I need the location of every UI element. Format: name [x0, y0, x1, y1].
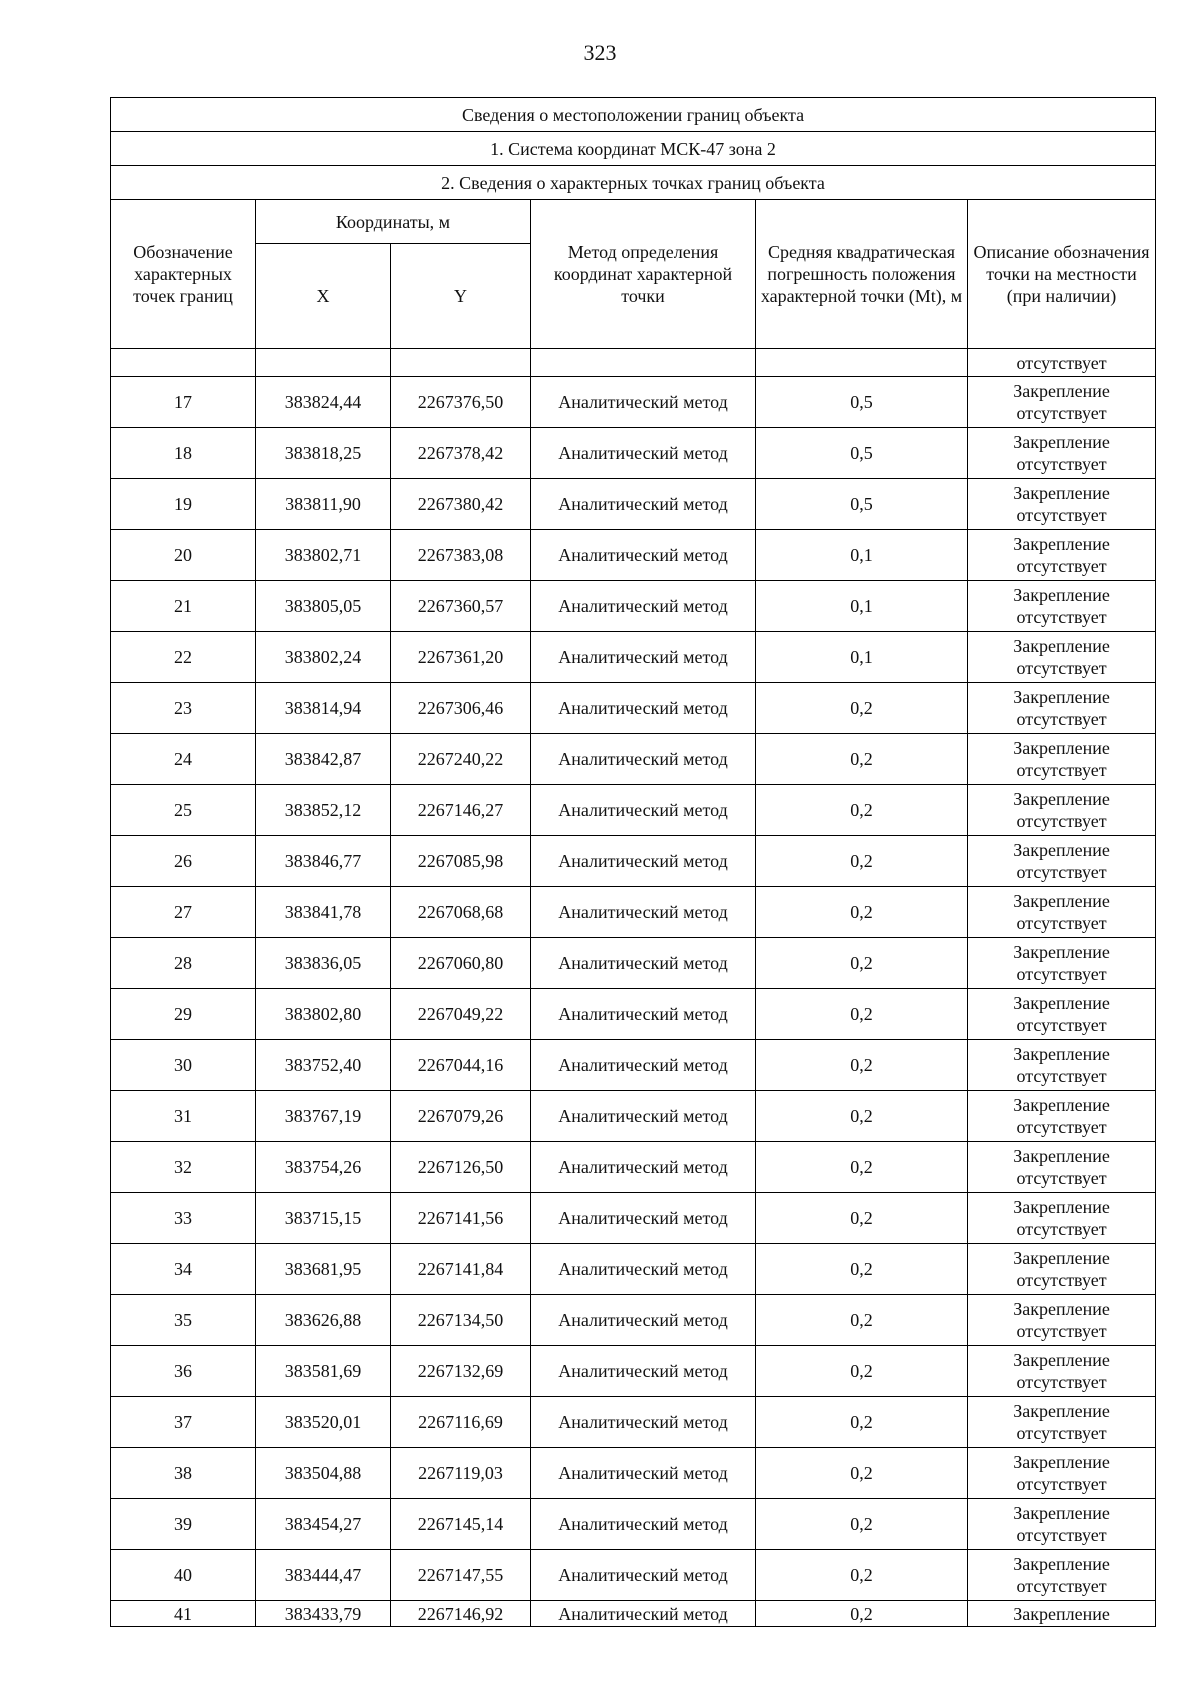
point-number: 17	[111, 377, 256, 428]
mean-error: 0,1	[756, 581, 968, 632]
description-line-1: Закрепление	[1013, 432, 1110, 452]
description-line-2: отсутствует	[1016, 1168, 1107, 1188]
coord-x: 383824,44	[256, 377, 391, 428]
point-number: 40	[111, 1550, 256, 1601]
method: Аналитический метод	[531, 1091, 756, 1142]
table-row	[111, 1499, 1156, 1550]
point-number: 23	[111, 683, 256, 734]
coord-y: 2267146,27	[391, 785, 531, 836]
point-number: 25	[111, 785, 256, 836]
method: Аналитический метод	[531, 1550, 756, 1601]
description-line-1: Закрепление	[1013, 1350, 1110, 1370]
description-line-2: отсутствует	[1016, 1117, 1107, 1137]
description-line-2: отсутствует	[1016, 607, 1107, 627]
method: Аналитический метод	[531, 836, 756, 887]
method: Аналитический метод	[531, 1397, 756, 1448]
method: Аналитический метод	[531, 428, 756, 479]
mean-error: 0,2	[756, 836, 968, 887]
mean-error: 0,2	[756, 1142, 968, 1193]
coord-y: 2267049,22	[391, 989, 531, 1040]
mean-error: 0,2	[756, 1448, 968, 1499]
description-line-2: отсутствует	[1016, 964, 1107, 984]
coord-y: 2267126,50	[391, 1142, 531, 1193]
point-number: 22	[111, 632, 256, 683]
description	[968, 530, 1156, 581]
mean-error: 0,2	[756, 1601, 968, 1627]
description	[968, 1397, 1156, 1448]
method: Аналитический метод	[531, 683, 756, 734]
description-line-2: отсутствует	[1016, 709, 1107, 729]
coord-x: 383802,80	[256, 989, 391, 1040]
description-line-2: отсутствует	[1016, 760, 1107, 780]
header-error: Средняя квадратическая погрешность положения характерной точки (Mt), м	[756, 200, 968, 349]
description-line-2: отсутствует	[1016, 1576, 1107, 1596]
description	[968, 1193, 1156, 1244]
table-row	[111, 1142, 1156, 1193]
coord-x: 383814,94	[256, 683, 391, 734]
mean-error: 0,2	[756, 1091, 968, 1142]
method: Аналитический метод	[531, 1142, 756, 1193]
method: Аналитический метод	[531, 377, 756, 428]
description-line-1: Закрепление	[1013, 1146, 1110, 1166]
coord-x: 383626,88	[256, 1295, 391, 1346]
continuation-row	[111, 349, 1156, 377]
mean-error: 0,5	[756, 377, 968, 428]
description-line-2: отсутствует	[1016, 1525, 1107, 1545]
coord-y: 2267380,42	[391, 479, 531, 530]
description-line-1: Закрепление	[1013, 534, 1110, 554]
coord-y: 2267044,16	[391, 1040, 531, 1091]
description: Закрепление	[968, 1601, 1156, 1627]
description-line-1: Закрепление	[1013, 1095, 1110, 1115]
mean-error: 0,2	[756, 1550, 968, 1601]
table-row	[111, 836, 1156, 887]
header-point: Обозначение характерных точек границ	[111, 200, 256, 349]
description-line-2: отсутствует	[1016, 1372, 1107, 1392]
method: Аналитический метод	[531, 989, 756, 1040]
method: Аналитический метод	[531, 1244, 756, 1295]
point-number: 26	[111, 836, 256, 887]
table-row	[111, 1397, 1156, 1448]
table-row	[111, 1244, 1156, 1295]
point-number: 31	[111, 1091, 256, 1142]
coord-x: 383681,95	[256, 1244, 391, 1295]
mean-error: 0,2	[756, 683, 968, 734]
description-line-2: отсутствует	[1016, 1270, 1107, 1290]
table-row	[111, 1295, 1156, 1346]
coord-y: 2267141,56	[391, 1193, 531, 1244]
description	[968, 479, 1156, 530]
table-row	[111, 1346, 1156, 1397]
mean-error: 0,2	[756, 1397, 968, 1448]
coord-y: 2267306,46	[391, 683, 531, 734]
description-line-2: отсутствует	[1016, 454, 1107, 474]
point-number: 28	[111, 938, 256, 989]
coord-x: 383504,88	[256, 1448, 391, 1499]
description-line-1: Закрепление	[1013, 1299, 1110, 1319]
description-line-2: отсутствует	[1016, 1015, 1107, 1035]
coord-x: 383852,12	[256, 785, 391, 836]
mean-error: 0,5	[756, 479, 968, 530]
description-line-2: отсутствует	[1016, 1321, 1107, 1341]
table-row	[111, 938, 1156, 989]
method: Аналитический метод	[531, 1040, 756, 1091]
table-title: Сведения о местоположении границ объекта	[111, 98, 1156, 132]
coord-x: 383811,90	[256, 479, 391, 530]
coord-y: 2267378,42	[391, 428, 531, 479]
description-line-1: Закрепление	[1013, 1503, 1110, 1523]
description	[968, 1346, 1156, 1397]
description-line-1: Закрепление	[1013, 1554, 1110, 1574]
description	[968, 1091, 1156, 1142]
coord-x: 383715,15	[256, 1193, 391, 1244]
description-line-1: Закрепление	[1013, 738, 1110, 758]
table-row	[111, 1193, 1156, 1244]
description	[968, 1040, 1156, 1091]
coord-x: 383754,26	[256, 1142, 391, 1193]
description-line-2: отсутствует	[1016, 1219, 1107, 1239]
description-line-2: отсутствует	[1016, 403, 1107, 423]
description	[968, 887, 1156, 938]
method: Аналитический метод	[531, 785, 756, 836]
coord-y: 2267132,69	[391, 1346, 531, 1397]
description	[968, 938, 1156, 989]
coord-y: 2267360,57	[391, 581, 531, 632]
coord-x: 383836,05	[256, 938, 391, 989]
coord-x: 383581,69	[256, 1346, 391, 1397]
coord-x: 383841,78	[256, 887, 391, 938]
description	[968, 734, 1156, 785]
coord-x: 383752,40	[256, 1040, 391, 1091]
description-line-1: Закрепление	[1013, 381, 1110, 401]
coord-y: 2267383,08	[391, 530, 531, 581]
coord-x: 383433,79	[256, 1601, 391, 1627]
description-line-2: отсутствует	[1016, 556, 1107, 576]
description	[968, 1244, 1156, 1295]
table-row	[111, 479, 1156, 530]
table-row	[111, 428, 1156, 479]
mean-error: 0,2	[756, 1244, 968, 1295]
table-row	[111, 1091, 1156, 1142]
header-coordinates: Координаты, м	[256, 200, 531, 244]
coordinates-table	[110, 97, 1156, 1627]
point-number: 32	[111, 1142, 256, 1193]
method: Аналитический метод	[531, 938, 756, 989]
table-row	[111, 1448, 1156, 1499]
mean-error: 0,2	[756, 1295, 968, 1346]
description-line-1: Закрепление	[1013, 687, 1110, 707]
mean-error: 0,2	[756, 785, 968, 836]
coord-y: 2267240,22	[391, 734, 531, 785]
point-number: 27	[111, 887, 256, 938]
coord-x: 383842,87	[256, 734, 391, 785]
table-row	[111, 887, 1156, 938]
mean-error: 0,2	[756, 734, 968, 785]
description	[968, 989, 1156, 1040]
coord-x: 383767,19	[256, 1091, 391, 1142]
description-line-1: Закрепление	[1013, 1452, 1110, 1472]
description	[968, 785, 1156, 836]
method: Аналитический метод	[531, 530, 756, 581]
table-row	[111, 1601, 1156, 1627]
description-line-1: Закрепление	[1013, 993, 1110, 1013]
description-line-1: Закрепление	[1013, 585, 1110, 605]
coord-y: 2267134,50	[391, 1295, 531, 1346]
mean-error: 0,1	[756, 632, 968, 683]
coordinate-system-title: 1. Система координат МСК-47 зона 2	[111, 132, 1156, 166]
description-line-1: Закрепление	[1013, 1248, 1110, 1268]
table-row	[111, 1550, 1156, 1601]
coord-y: 2267085,98	[391, 836, 531, 887]
mean-error: 0,2	[756, 938, 968, 989]
point-number: 38	[111, 1448, 256, 1499]
coord-x: 383846,77	[256, 836, 391, 887]
mean-error: 0,2	[756, 1499, 968, 1550]
description	[968, 632, 1156, 683]
description-line-1: Закрепление	[1013, 840, 1110, 860]
description	[968, 377, 1156, 428]
mean-error: 0,2	[756, 1346, 968, 1397]
method: Аналитический метод	[531, 734, 756, 785]
page-number: 323	[583, 40, 617, 65]
point-number: 36	[111, 1346, 256, 1397]
coord-x: 383818,25	[256, 428, 391, 479]
mean-error: 0,5	[756, 428, 968, 479]
method: Аналитический метод	[531, 581, 756, 632]
coord-y: 2267119,03	[391, 1448, 531, 1499]
description	[968, 836, 1156, 887]
description-line-1: Закрепление	[1013, 483, 1110, 503]
method: Аналитический метод	[531, 632, 756, 683]
header-x: X	[256, 244, 391, 349]
description	[968, 683, 1156, 734]
coord-y: 2267147,55	[391, 1550, 531, 1601]
method: Аналитический метод	[531, 887, 756, 938]
mean-error: 0,2	[756, 887, 968, 938]
description-line-1: Закрепление	[1013, 942, 1110, 962]
point-number: 19	[111, 479, 256, 530]
method: Аналитический метод	[531, 1346, 756, 1397]
description	[968, 1142, 1156, 1193]
coord-y: 2267116,69	[391, 1397, 531, 1448]
header-y: Y	[391, 244, 531, 349]
coord-x: 383802,24	[256, 632, 391, 683]
table-row	[111, 581, 1156, 632]
description-line-1: Закрепление	[1013, 891, 1110, 911]
method: Аналитический метод	[531, 1193, 756, 1244]
point-number: 30	[111, 1040, 256, 1091]
description-line-2: отсутствует	[1016, 811, 1107, 831]
method: Аналитический метод	[531, 479, 756, 530]
mean-error: 0,2	[756, 989, 968, 1040]
description	[968, 1295, 1156, 1346]
description	[968, 1499, 1156, 1550]
point-number: 21	[111, 581, 256, 632]
coord-y: 2267141,84	[391, 1244, 531, 1295]
coord-x: 383454,27	[256, 1499, 391, 1550]
method: Аналитический метод	[531, 1499, 756, 1550]
description-line-1: Закрепление	[1013, 636, 1110, 656]
coord-x: 383520,01	[256, 1397, 391, 1448]
description	[968, 581, 1156, 632]
mean-error: 0,2	[756, 1193, 968, 1244]
point-number: 29	[111, 989, 256, 1040]
header-description: Описание обозначения точки на местности (при наличии)	[968, 200, 1156, 349]
coord-y: 2267361,20	[391, 632, 531, 683]
method: Аналитический метод	[531, 1448, 756, 1499]
method: Аналитический метод	[531, 1601, 756, 1627]
description-line-2: отсутствует	[1016, 862, 1107, 882]
table-row	[111, 734, 1156, 785]
description	[968, 1448, 1156, 1499]
coord-y: 2267060,80	[391, 938, 531, 989]
coord-y: 2267145,14	[391, 1499, 531, 1550]
coord-y: 2267079,26	[391, 1091, 531, 1142]
point-number: 37	[111, 1397, 256, 1448]
description-line-2: отсутствует	[1016, 505, 1107, 525]
description-line-2: отсутствует	[1016, 1066, 1107, 1086]
table-row	[111, 530, 1156, 581]
mean-error: 0,2	[756, 1040, 968, 1091]
table-row	[111, 1040, 1156, 1091]
description-line-2: отсутствует	[1016, 913, 1107, 933]
point-number: 35	[111, 1295, 256, 1346]
description	[968, 1550, 1156, 1601]
coord-x: 383802,71	[256, 530, 391, 581]
description-line-1: Закрепление	[1013, 789, 1110, 809]
description-line-2: отсутствует	[1016, 1474, 1107, 1494]
continuation-text: отсутствует	[968, 349, 1156, 377]
table-row	[111, 632, 1156, 683]
coord-y: 2267146,92	[391, 1601, 531, 1627]
coord-y: 2267068,68	[391, 887, 531, 938]
coord-x: 383805,05	[256, 581, 391, 632]
coord-y: 2267376,50	[391, 377, 531, 428]
table-row	[111, 377, 1156, 428]
point-number: 41	[111, 1601, 256, 1627]
point-number: 33	[111, 1193, 256, 1244]
point-number: 39	[111, 1499, 256, 1550]
description-line-1: Закрепление	[1013, 1401, 1110, 1421]
method: Аналитический метод	[531, 1295, 756, 1346]
point-number: 20	[111, 530, 256, 581]
description-line-1: Закрепление	[1013, 1044, 1110, 1064]
table-row	[111, 989, 1156, 1040]
description-line-2: отсутствует	[1016, 658, 1107, 678]
point-number: 34	[111, 1244, 256, 1295]
table-row	[111, 683, 1156, 734]
points-section-title: 2. Сведения о характерных точках границ объекта	[111, 166, 1156, 200]
header-method: Метод определения координат характерной точки	[531, 200, 756, 349]
table-row	[111, 785, 1156, 836]
point-number: 24	[111, 734, 256, 785]
point-number: 18	[111, 428, 256, 479]
description	[968, 428, 1156, 479]
coord-x: 383444,47	[256, 1550, 391, 1601]
mean-error: 0,1	[756, 530, 968, 581]
description-line-2: отсутствует	[1016, 1423, 1107, 1443]
description-line-1: Закрепление	[1013, 1197, 1110, 1217]
